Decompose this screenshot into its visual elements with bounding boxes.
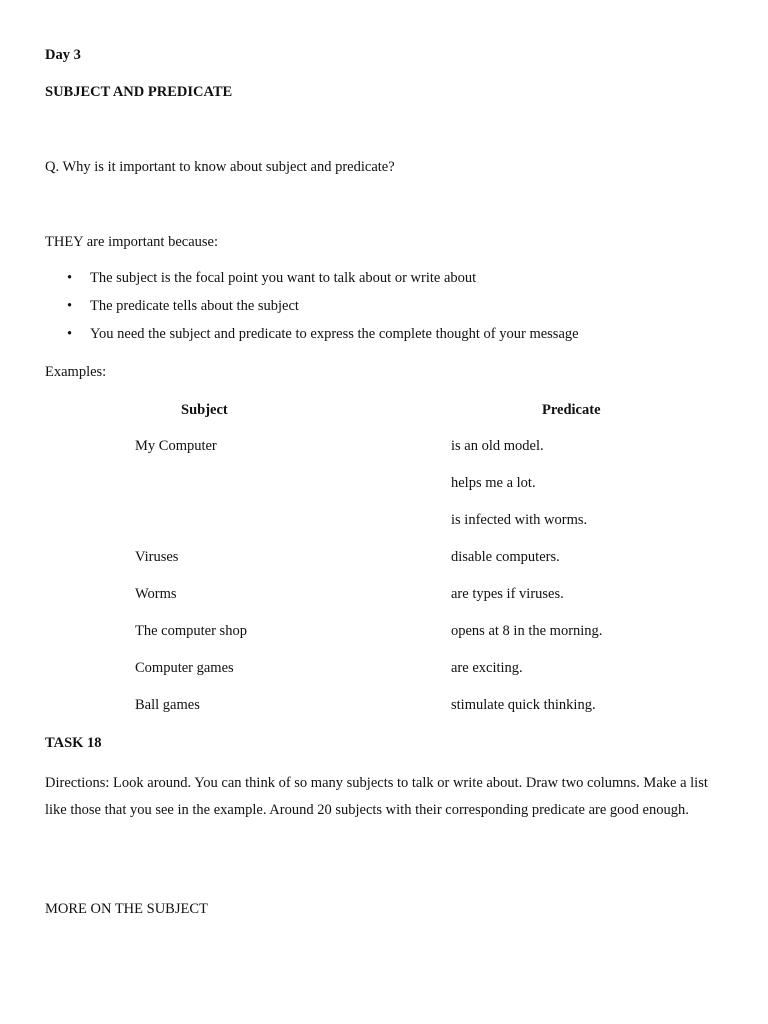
table-row [0, 585, 768, 622]
predicate-cell: is infected with worms. [451, 512, 588, 528]
table-row [0, 622, 768, 659]
list-item [45, 297, 579, 325]
day-heading: Day 3 [45, 47, 81, 63]
list-item-text: The subject is the focal point you want to talk about or write about [90, 270, 477, 286]
question-text: Q. Why is it important to know about subject and predicate? [45, 159, 395, 175]
table-row [0, 696, 768, 733]
subject-cell: Computer games [135, 660, 234, 676]
list-item [45, 269, 579, 297]
predicate-cell: helps me a lot. [451, 475, 536, 491]
list-item [45, 325, 579, 353]
bullet-icon: • [67, 270, 73, 286]
predicate-cell: are exciting. [451, 660, 523, 676]
subject-cell: Viruses [135, 549, 179, 565]
subject-cell: The computer shop [135, 623, 247, 639]
intro-text: THEY are important because: [45, 234, 218, 250]
subject-cell: Worms [135, 586, 177, 602]
predicate-cell: stimulate quick thinking. [451, 697, 596, 713]
examples-label: Examples: [45, 364, 107, 380]
predicate-cell: is an old model. [451, 438, 544, 454]
list-item-text: The predicate tells about the subject [90, 298, 299, 314]
table-row [0, 511, 768, 548]
subject-column-header: Subject [181, 402, 228, 418]
table-row [0, 659, 768, 696]
predicate-cell: disable computers. [451, 549, 560, 565]
directions-paragraph: Directions: Look around. You can think of so many subjects to talk or write about. Draw two columns. Make a list like those that you see in the example. Around 20 subjects with their corresponding predicate are good enough. [45, 775, 708, 818]
section-heading: MORE ON THE SUBJECT [45, 901, 208, 917]
predicate-cell: opens at 8 in the morning. [451, 623, 603, 639]
task-heading: TASK 18 [45, 735, 102, 751]
predicate-column-header: Predicate [542, 402, 601, 418]
examples-table [0, 437, 768, 733]
predicate-cell: are types if viruses. [451, 586, 564, 602]
reasons-list [45, 269, 579, 353]
bullet-icon: • [67, 298, 73, 314]
table-row [0, 437, 768, 474]
subject-cell: My Computer [135, 438, 217, 454]
table-row [0, 474, 768, 511]
bullet-icon: • [67, 326, 73, 342]
subject-cell: Ball games [135, 697, 200, 713]
list-item-text: You need the subject and predicate to express the complete thought of your message [90, 326, 579, 342]
table-row [0, 548, 768, 585]
page-title: SUBJECT AND PREDICATE [45, 84, 233, 100]
